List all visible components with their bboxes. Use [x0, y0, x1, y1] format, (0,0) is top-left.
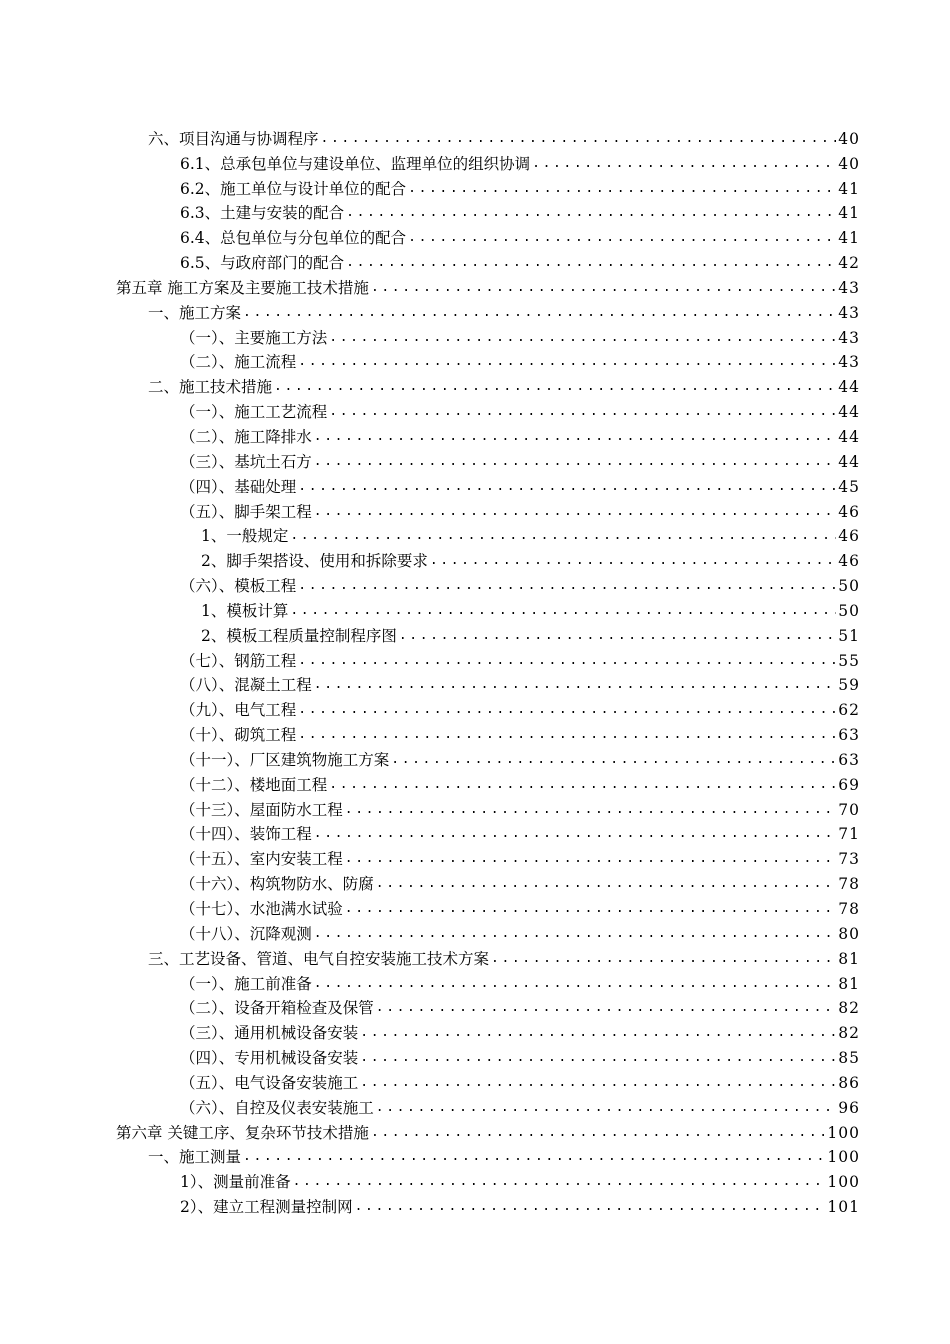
toc-entry-page-number: 40: [838, 154, 860, 173]
toc-entry-title: 三、工艺设备、管道、电气自控安装施工技术方案: [148, 949, 490, 968]
toc-entry-title: （五）、脚手架工程: [180, 502, 312, 521]
toc-entry-page-number: 41: [838, 179, 860, 198]
toc-entry-title: 6.1、总承包单位与建设单位、监理单位的组织协调: [180, 154, 531, 173]
toc-entry-page-number: 59: [838, 676, 860, 695]
toc-dot-leader: [360, 1048, 836, 1068]
toc-entry[interactable]: [0, 174, 950, 199]
toc-entry-title: 6.4、总包单位与分包单位的配合: [180, 229, 407, 248]
toc-entry[interactable]: [0, 124, 950, 149]
toc-entry-page-number: 63: [838, 750, 860, 769]
toc-entry-title: 第五章 施工方案及主要施工技术措施: [116, 278, 369, 297]
toc-entry-title: （一）、主要施工方法: [180, 328, 328, 347]
toc-entry-page-number: 101: [827, 1198, 860, 1217]
toc-entry-title: （三）、通用机械设备安装: [180, 1024, 359, 1043]
toc-entry[interactable]: [0, 621, 950, 646]
toc-dot-leader: [532, 154, 836, 174]
toc-entry-page-number: 43: [838, 328, 860, 347]
toc-entry-title: （二）、设备开箱检查及保管: [180, 999, 374, 1018]
toc-dot-leader: [360, 1073, 836, 1093]
toc-dot-leader: [491, 949, 836, 969]
toc-dot-leader: [376, 1098, 837, 1118]
toc-entry[interactable]: [0, 671, 950, 696]
toc-dot-leader: [321, 129, 837, 149]
toc-entry-title: 1、模板计算: [201, 601, 289, 620]
toc-entry[interactable]: [0, 994, 950, 1019]
toc-dot-leader: [314, 974, 837, 994]
toc-entry-title: 二、施工技术措施: [148, 378, 273, 397]
toc-entry-title: （二）、施工降排水: [180, 427, 312, 446]
toc-entry-title: （十八）、沉降观测: [180, 924, 312, 943]
toc-dot-leader: [391, 750, 836, 770]
toc-entry-title: （四）、专用机械设备安装: [180, 1049, 359, 1068]
toc-entry-title: （十一）、厂区建筑物施工方案: [180, 750, 390, 769]
toc-entry[interactable]: [0, 770, 950, 795]
toc-dot-leader: [298, 725, 836, 745]
toc-dot-leader: [399, 626, 836, 646]
toc-entry[interactable]: [0, 472, 950, 497]
toc-entry[interactable]: [0, 149, 950, 174]
toc-entry[interactable]: [0, 596, 950, 621]
toc-entry[interactable]: [0, 422, 950, 447]
toc-entry-page-number: 44: [838, 403, 860, 422]
toc-entry-page-number: 82: [838, 1024, 860, 1043]
toc-entry-title: 1、一般规定: [201, 527, 289, 546]
toc-entry-page-number: 46: [838, 527, 860, 546]
toc-dot-leader: [314, 924, 837, 944]
toc-entry-page-number: 44: [838, 378, 860, 397]
toc-dot-leader: [243, 303, 836, 323]
toc-entry-page-number: 81: [838, 974, 860, 993]
toc-dot-leader: [274, 377, 836, 397]
toc-entry-title: 1）、测量前准备: [180, 1173, 291, 1192]
toc-entry-page-number: 43: [838, 303, 860, 322]
toc-entry-page-number: 69: [838, 775, 860, 794]
toc-dot-leader: [376, 874, 837, 894]
toc-entry-page-number: 82: [838, 999, 860, 1018]
toc-entry[interactable]: [0, 795, 950, 820]
toc-entry-title: （一）、施工工艺流程: [180, 403, 328, 422]
toc-entry-title: 6.2、施工单位与设计单位的配合: [180, 179, 407, 198]
toc-entry-title: 六、项目沟通与协调程序: [148, 129, 319, 148]
toc-entry-page-number: 86: [838, 1073, 860, 1092]
toc-dot-leader: [360, 1023, 836, 1043]
toc-entry[interactable]: [0, 1167, 950, 1192]
toc-entry-title: （十五）、室内安装工程: [180, 850, 343, 869]
toc-entry[interactable]: [0, 571, 950, 596]
toc-entry-title: （七）、钢筋工程: [180, 651, 297, 670]
toc-entry[interactable]: [0, 1093, 950, 1118]
toc-entry-page-number: 44: [838, 427, 860, 446]
toc-entry[interactable]: [0, 919, 950, 944]
toc-entry[interactable]: [0, 397, 950, 422]
toc-entry[interactable]: [0, 522, 950, 547]
toc-entry-page-number: 41: [838, 229, 860, 248]
toc-entry-title: 一、施工方案: [148, 303, 242, 322]
toc-entry-page-number: 80: [838, 924, 860, 943]
toc-entry-page-number: 71: [838, 825, 860, 844]
toc-dot-leader: [298, 651, 836, 671]
toc-entry[interactable]: [0, 944, 950, 969]
toc-entry-title: （十）、砌筑工程: [180, 726, 297, 745]
toc-entry[interactable]: [0, 348, 950, 373]
toc-dot-leader: [293, 1172, 826, 1192]
toc-entry-title: 2、脚手架搭设、使用和拆除要求: [201, 552, 428, 571]
toc-dot-leader: [314, 675, 837, 695]
toc-entry-title: （一）、施工前准备: [180, 974, 312, 993]
toc-entry-page-number: 63: [838, 726, 860, 745]
toc-entry-title: （六）、模板工程: [180, 577, 297, 596]
toc-entry[interactable]: [0, 1118, 950, 1143]
toc-entry-title: （三）、基坑土石方: [180, 452, 312, 471]
toc-entry-page-number: 85: [838, 1049, 860, 1068]
toc-dot-leader: [298, 477, 836, 497]
toc-dot-leader: [243, 1147, 825, 1167]
toc-entry[interactable]: [0, 1018, 950, 1043]
toc-entry-page-number: 41: [838, 204, 860, 223]
toc-entry[interactable]: [0, 447, 950, 472]
toc-dot-leader: [329, 328, 836, 348]
toc-entry-title: 2）、建立工程测量控制网: [180, 1198, 353, 1217]
toc-entry-page-number: 81: [838, 949, 860, 968]
toc-dot-leader: [314, 427, 837, 447]
toc-dot-leader: [371, 278, 836, 298]
toc-entry[interactable]: [0, 894, 950, 919]
toc-entry[interactable]: [0, 720, 950, 745]
toc-entry-title: （九）、电气工程: [180, 701, 297, 720]
toc-entry[interactable]: [0, 695, 950, 720]
toc-dot-leader: [314, 502, 837, 522]
toc-entry-page-number: 55: [838, 651, 860, 670]
toc-entry-page-number: 46: [838, 552, 860, 571]
toc-entry-page-number: 46: [838, 502, 860, 521]
toc-entry-page-number: 45: [838, 477, 860, 496]
toc-entry-title: 一、施工测量: [148, 1148, 242, 1167]
toc-entry-page-number: 40: [838, 129, 860, 148]
toc-entry-title: 2、模板工程质量控制程序图: [201, 626, 397, 645]
toc-dot-leader: [371, 1123, 825, 1143]
table-of-contents: [0, 124, 950, 1217]
toc-entry-title: 6.3、土建与安装的配合: [180, 204, 345, 223]
toc-entry-page-number: 42: [838, 254, 860, 273]
toc-entry-page-number: 100: [827, 1123, 860, 1142]
toc-entry[interactable]: [0, 298, 950, 323]
toc-entry-page-number: 43: [838, 278, 860, 297]
toc-entry[interactable]: [0, 497, 950, 522]
toc-entry-page-number: 73: [838, 850, 860, 869]
toc-entry-page-number: 50: [838, 577, 860, 596]
toc-entry-title: （五）、电气设备安装施工: [180, 1073, 359, 1092]
toc-dot-leader: [345, 899, 837, 919]
toc-entry[interactable]: [0, 969, 950, 994]
toc-entry[interactable]: [0, 1068, 950, 1093]
toc-entry-title: （十七）、水池满水试验: [180, 900, 343, 918]
toc-dot-leader: [408, 179, 836, 199]
toc-entry-page-number: 70: [838, 800, 860, 819]
toc-entry[interactable]: [0, 323, 950, 348]
toc-entry-title: （十四）、装饰工程: [180, 825, 312, 844]
toc-entry-page-number: 62: [838, 701, 860, 720]
toc-entry-title: （六）、自控及仪表安装施工: [180, 1098, 374, 1117]
toc-entry[interactable]: [0, 745, 950, 770]
toc-entry[interactable]: [0, 1192, 950, 1217]
toc-dot-leader: [376, 998, 837, 1018]
toc-dot-leader: [345, 800, 837, 820]
toc-entry-title: （八）、混凝土工程: [180, 676, 312, 695]
toc-entry[interactable]: [0, 646, 950, 671]
toc-dot-leader: [290, 601, 836, 621]
toc-dot-leader: [346, 253, 836, 273]
toc-entry-page-number: 50: [838, 601, 860, 620]
toc-dot-leader: [329, 402, 836, 422]
toc-dot-leader: [314, 452, 837, 472]
toc-entry[interactable]: [0, 1143, 950, 1168]
toc-entry[interactable]: [0, 546, 950, 571]
toc-entry-page-number: 100: [827, 1148, 860, 1167]
toc-entry-page-number: 44: [838, 452, 860, 471]
toc-dot-leader: [329, 775, 836, 795]
toc-entry[interactable]: [0, 820, 950, 845]
toc-entry[interactable]: [0, 372, 950, 397]
toc-dot-leader: [314, 824, 837, 844]
toc-entry-title: （十二）、楼地面工程: [180, 775, 328, 794]
toc-dot-leader: [298, 352, 836, 372]
toc-entry-title: （二）、施工流程: [180, 353, 297, 372]
toc-entry[interactable]: [0, 273, 950, 298]
toc-entry-title: （十三）、屋面防水工程: [180, 800, 343, 819]
toc-dot-leader: [346, 203, 836, 223]
toc-dot-leader: [290, 526, 836, 546]
toc-entry-page-number: 96: [838, 1098, 860, 1117]
toc-entry-title: （四）、基础处理: [180, 477, 297, 496]
toc-entry-title: 第六章 关键工序、复杂环节技术措施: [116, 1123, 369, 1142]
toc-entry[interactable]: [0, 844, 950, 869]
toc-entry-page-number: 78: [838, 875, 860, 894]
toc-entry-page-number: 100: [827, 1173, 860, 1192]
toc-entry-title: （十六）、构筑物防水、防腐: [180, 875, 374, 894]
toc-entry[interactable]: [0, 223, 950, 248]
toc-dot-leader: [355, 1197, 826, 1217]
toc-entry-page-number: 51: [838, 626, 860, 645]
toc-entry[interactable]: [0, 1043, 950, 1068]
toc-dot-leader: [298, 700, 836, 720]
toc-entry-page-number: 43: [838, 353, 860, 372]
toc-entry-title: 6.5、与政府部门的配合: [180, 254, 345, 273]
toc-entry-page-number: 78: [838, 900, 860, 918]
toc-entry[interactable]: [0, 199, 950, 224]
toc-dot-leader: [345, 849, 837, 869]
toc-dot-leader: [298, 576, 836, 596]
toc-dot-leader: [430, 551, 836, 571]
toc-entry[interactable]: [0, 248, 950, 273]
toc-dot-leader: [408, 228, 836, 248]
toc-entry[interactable]: [0, 869, 950, 894]
